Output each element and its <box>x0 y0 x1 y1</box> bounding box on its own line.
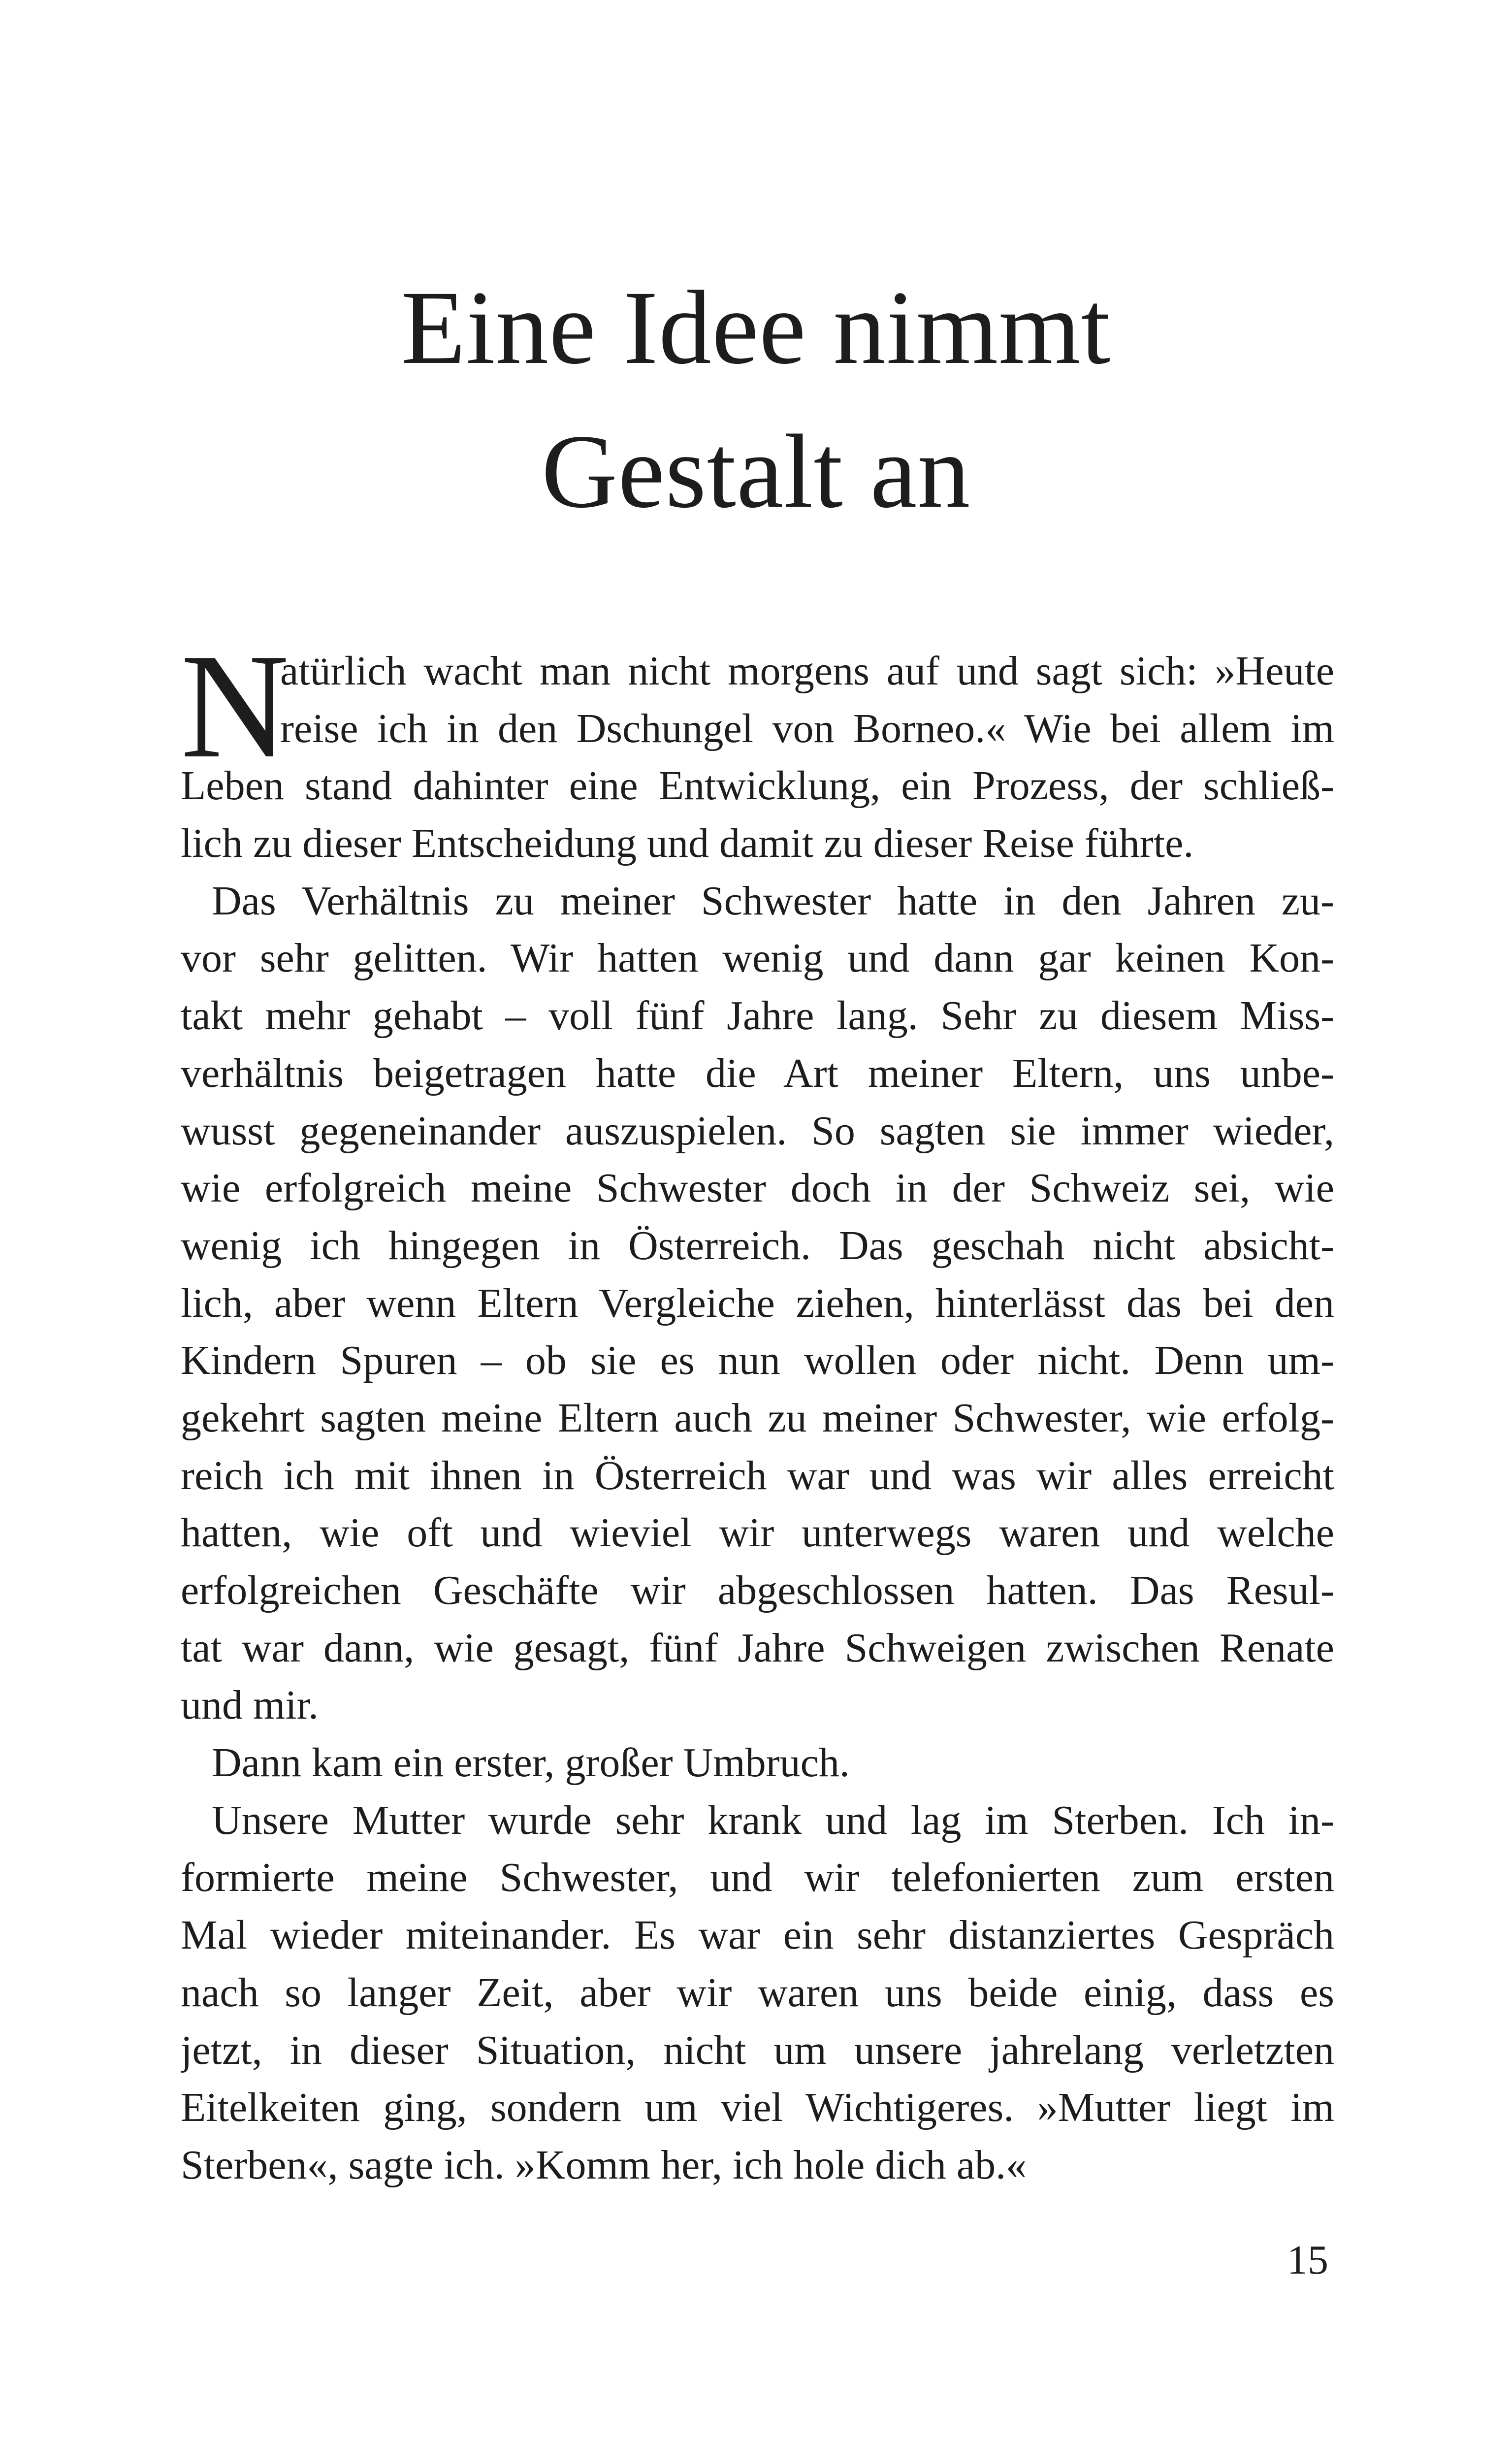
text-line: lich zu dieser Entscheidung und damit zu dieser Reise führte. <box>181 820 1194 867</box>
text-line: Eitelkeiten ging, sondern um viel Wichtigeres. »Mutter liegt im <box>181 2085 1334 2131</box>
text-line: Dann kam ein erster, großer Umbruch. <box>212 1740 850 1786</box>
drop-cap: N <box>181 622 290 789</box>
text-line: und mir. <box>181 1682 319 1728</box>
text-line: wie erfolgreich meine Schwester doch in der Schweiz sei, wie <box>181 1165 1334 1211</box>
text-line: reise ich in den Dschungel von Borneo.« Wie bei allem im <box>280 705 1334 751</box>
chapter-title-line-2: Gestalt an <box>541 413 971 530</box>
text-line: Unsere Mutter wurde sehr krank und lag im Sterben. Ich in- <box>212 1797 1334 1843</box>
text-line: reich ich mit ihnen in Österreich war und was wir alles erreicht <box>181 1452 1334 1498</box>
text-line: tat war dann, wie gesagt, fünf Jahre Schweigen zwischen Renate <box>181 1625 1334 1671</box>
text-line: wenig ich hingegen in Österreich. Das geschah nicht absicht- <box>181 1222 1334 1269</box>
text-line: hatten, wie oft und wieviel wir unterwegs waren und welche <box>181 1510 1334 1556</box>
text-line: erfolgreichen Geschäfte wir abgeschlossen hatten. Das Resul- <box>181 1567 1334 1613</box>
text-line: Das Verhältnis zu meiner Schwester hatte in den Jahren zu- <box>212 878 1334 924</box>
text-line: Sterben«, sagte ich. »Komm her, ich hole dich ab.« <box>181 2142 1027 2188</box>
text-line: vor sehr gelitten. Wir hatten wenig und dann gar keinen Kon- <box>181 935 1334 981</box>
text-line: gekehrt sagten meine Eltern auch zu meiner Schwester, wie erfolg- <box>181 1395 1334 1441</box>
page-number: 15 <box>1287 2237 1328 2283</box>
text-line: lich, aber wenn Eltern Vergleiche ziehen, hinterlässt das bei den <box>181 1280 1334 1326</box>
text-line: wusst gegeneinander auszuspielen. So sagten sie immer wieder, <box>181 1107 1334 1154</box>
text-line: formierte meine Schwester, und wir telefonierten zum ersten <box>181 1855 1334 1901</box>
text-line: nach so langer Zeit, aber wir waren uns beide einig, dass es <box>181 1969 1334 2016</box>
text-line: jetzt, in dieser Situation, nicht um unsere jahrelang verletzten <box>181 2027 1334 2073</box>
chapter-title <box>0 256 1512 544</box>
text-line: verhältnis beigetragen hatte die Art meiner Eltern, uns unbe- <box>181 1050 1334 1096</box>
chapter-title-line-1: Eine Idee nimmt <box>401 269 1111 386</box>
text-line: Mal wieder miteinander. Es war ein sehr distanziertes Gespräch <box>181 1912 1334 1958</box>
text-line: Kindern Spuren – ob sie es nun wollen oder nicht. Denn um- <box>181 1337 1334 1384</box>
text-line: takt mehr gehabt – voll fünf Jahre lang. Sehr zu diesem Miss- <box>181 993 1334 1039</box>
body-text <box>181 622 1334 2194</box>
text-line: Leben stand dahinter eine Entwicklung, ein Prozess, der schließ- <box>181 763 1334 809</box>
text-line: atürlich wacht man nicht morgens auf und sagt sich: »Heute <box>280 648 1334 694</box>
